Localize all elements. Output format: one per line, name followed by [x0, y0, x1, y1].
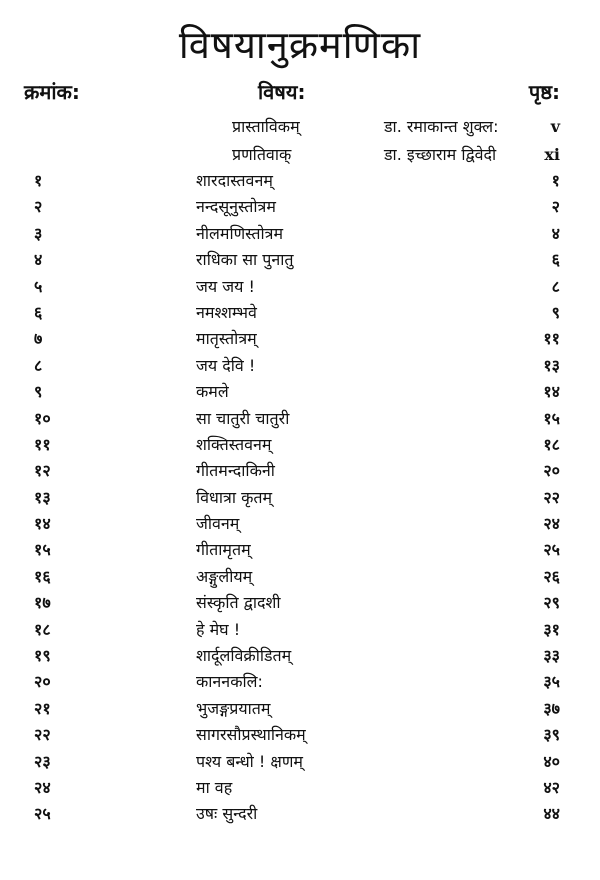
entry-subject: शार्दूलविक्रीडितम् [196, 646, 292, 666]
entry-subject: नीलमणिस्तोत्रम [196, 223, 284, 243]
header-number: क्रमांक: [24, 80, 80, 104]
entry-number: १० [34, 408, 51, 428]
list-item [0, 194, 600, 220]
entry-page: १३ [543, 355, 560, 375]
header-page: पृष्ठ: [528, 80, 560, 104]
entry-number: २३ [34, 751, 51, 771]
entry-page: १५ [543, 408, 560, 428]
entry-page: २५ [543, 540, 560, 560]
list-item [0, 353, 600, 379]
entry-subject: राधिका सा पुनातु [196, 250, 294, 270]
entry-page: २२ [543, 487, 560, 507]
entry-subject: जय जय ! [196, 276, 255, 296]
entry-subject: नमश्शम्भवे [196, 302, 257, 322]
entry-number: ५ [34, 276, 43, 296]
entry-subject: सागरसौप्रस्थानिकम् [196, 725, 306, 745]
entry-page: ३७ [543, 698, 560, 718]
list-item [0, 643, 600, 669]
list-item [0, 168, 600, 194]
entry-number: २४ [34, 777, 51, 797]
entry-page: ४ [551, 223, 560, 243]
entry-page: ४० [543, 751, 560, 771]
entry-subject: विधात्रा कृतम् [196, 487, 273, 507]
entry-subject: शक्तिस्तवनम् [196, 434, 272, 454]
entry-page: २४ [543, 514, 560, 534]
entry-subject: उषः सुन्दरी [196, 804, 258, 824]
preface-title: प्रणतिवाक् [232, 145, 292, 164]
entry-page: ९ [551, 302, 560, 322]
contents-list [0, 168, 600, 828]
entry-page: ४४ [543, 804, 560, 824]
list-item [0, 722, 600, 748]
entry-subject: कमले [196, 382, 229, 402]
entry-number: १८ [34, 619, 51, 639]
entry-subject: अङ्गुलीयम् [196, 566, 253, 586]
entry-number: १३ [34, 487, 51, 507]
entry-page: ४२ [543, 777, 560, 797]
entry-page: १ [551, 171, 560, 190]
list-item [0, 300, 600, 326]
entry-page: २ [551, 197, 560, 217]
list-item [0, 537, 600, 563]
preface-title: प्रास्ताविकम् [232, 117, 300, 136]
list-item [0, 432, 600, 458]
entry-page: ३९ [543, 725, 560, 745]
entry-page: २९ [543, 593, 560, 613]
list-item [0, 669, 600, 695]
entry-number: ३ [34, 223, 43, 243]
entry-subject: पश्य बन्धो ! क्षणम् [196, 751, 304, 771]
entry-subject: गीतमन्दाकिनी [196, 461, 275, 481]
entry-page: ८ [551, 276, 560, 296]
preface-page: xi [544, 145, 560, 164]
entry-subject: शारदास्तवनम् [196, 171, 273, 190]
list-item [0, 801, 600, 827]
entry-page: २६ [543, 566, 560, 586]
preface-author: डा. इच्छाराम द्विवेदी [384, 145, 497, 164]
entry-subject: भुजङ्गप्रयातम् [196, 698, 271, 718]
entry-subject: संस्कृति द्वादशी [196, 593, 281, 613]
entry-number: १७ [34, 593, 51, 613]
list-item [0, 564, 600, 590]
list-item [0, 485, 600, 511]
list-item [0, 696, 600, 722]
entry-number: २१ [34, 698, 51, 718]
preface-author: डा. रमाकान्त शुक्ल: [384, 117, 499, 136]
list-item [0, 617, 600, 643]
list-item [0, 379, 600, 405]
entry-number: २ [34, 197, 43, 217]
entry-subject: गीतामृतम् [196, 540, 251, 560]
entry-page: २० [543, 461, 560, 481]
entry-number: ४ [34, 250, 43, 270]
entry-number: ११ [34, 434, 51, 454]
entry-subject: नन्दसूनुस्तोत्रम [196, 197, 276, 217]
entry-number: १ [34, 171, 43, 190]
list-item [0, 458, 600, 484]
entry-page: ३३ [543, 646, 560, 666]
entry-subject: मातृस्तोत्रम् [196, 329, 257, 349]
list-item [0, 775, 600, 801]
entry-subject: हे मेघ ! [196, 619, 241, 639]
entry-number: १६ [34, 566, 51, 586]
list-item [0, 274, 600, 300]
entry-number: २० [34, 672, 51, 692]
list-item [0, 326, 600, 352]
entry-number: ७ [34, 329, 43, 349]
page-title: विषयानुक्रमणिका [178, 23, 422, 67]
entry-number: १५ [34, 540, 51, 560]
entry-number: २२ [34, 725, 51, 745]
entry-page: १४ [543, 382, 560, 402]
entry-number: ६ [34, 302, 43, 322]
list-item [0, 247, 600, 273]
entry-subject: सा चातुरी चातुरी [196, 408, 290, 428]
entry-number: १२ [34, 461, 51, 481]
entry-subject: मा वह [196, 777, 233, 797]
list-item [0, 221, 600, 247]
list-item [0, 749, 600, 775]
list-item [0, 590, 600, 616]
list-item [0, 406, 600, 432]
header-subject: विषय: [258, 80, 306, 104]
entry-subject: जीवनम् [196, 514, 240, 534]
entry-number: ९ [34, 382, 43, 402]
entry-number: १४ [34, 514, 51, 534]
entry-number: २५ [34, 804, 51, 824]
list-item [0, 511, 600, 537]
entry-page: ३५ [543, 672, 560, 692]
entry-page: ११ [543, 329, 560, 349]
entry-subject: काननकलि: [196, 672, 263, 692]
preface-page: v [550, 117, 560, 136]
entry-number: १९ [34, 646, 51, 666]
entry-page: १८ [543, 434, 560, 454]
entry-page: ६ [551, 250, 560, 270]
entry-subject: जय देवि ! [196, 355, 256, 375]
entry-number: ८ [34, 355, 43, 375]
entry-page: ३१ [543, 619, 560, 639]
